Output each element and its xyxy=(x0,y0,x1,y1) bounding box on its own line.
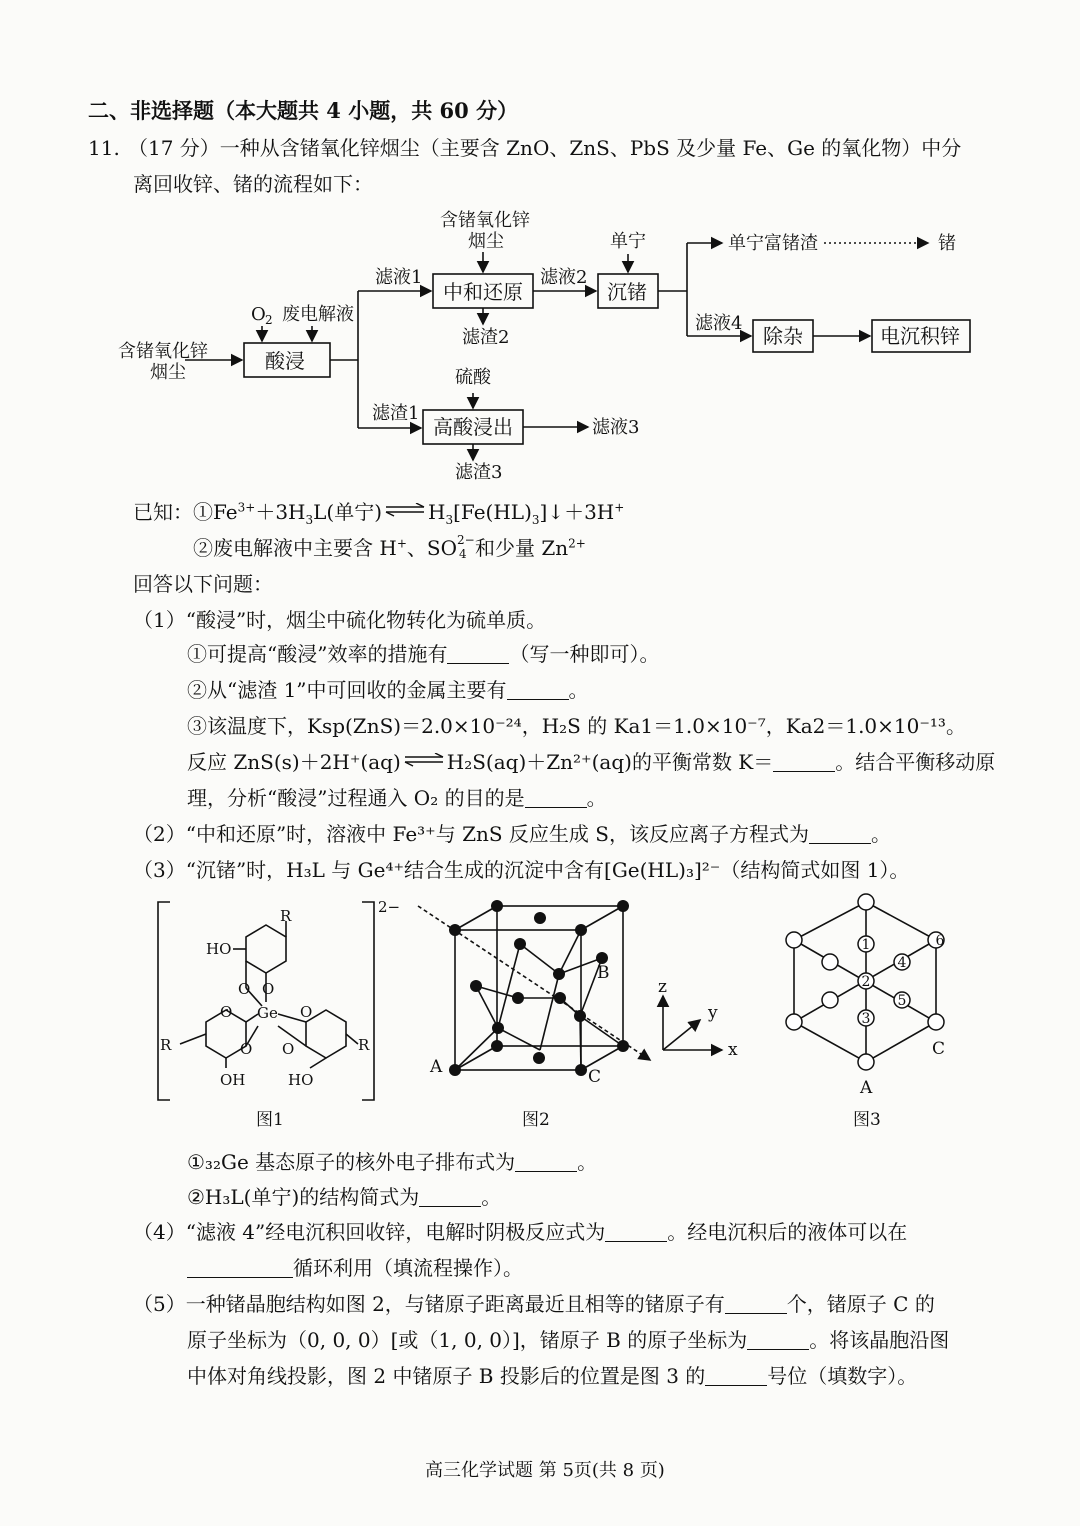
p1s1-text: ①可提高“酸浸”效率的措施有 xyxy=(187,642,448,666)
p4-text: 。经电沉积后的液体可以在 xyxy=(667,1220,908,1244)
answer-blank[interactable] xyxy=(187,1259,293,1278)
o2-subscript: 2 xyxy=(265,313,273,327)
part2 xyxy=(133,824,891,844)
part5-line3 xyxy=(187,1366,917,1386)
r-label: R xyxy=(280,907,292,925)
k2-part: 、SO xyxy=(406,536,457,560)
r-label: R xyxy=(160,1036,172,1054)
figure-2-unit-cell xyxy=(415,895,745,1135)
k1-part: [Fe(HL) xyxy=(453,500,532,524)
part1-head: （1）“酸浸”时，烟尘中硫化物转化为硫单质。 xyxy=(133,608,547,632)
equilibrium-arrow xyxy=(384,503,426,517)
position-4-label: 4 xyxy=(897,955,907,971)
process-flow-diagram xyxy=(110,200,990,490)
axis-y-label: y xyxy=(708,1003,718,1023)
feed2-label-b: 烟尘 xyxy=(468,231,504,252)
electrowin-label: 电沉积锌 xyxy=(880,324,960,348)
o-label: O xyxy=(240,1040,253,1058)
sulfuric-acid-label: 硫酸 xyxy=(455,367,491,388)
charge-label: 2− xyxy=(378,898,400,916)
figure-3-projection xyxy=(770,890,970,1135)
residue3-label: 滤渣3 xyxy=(455,462,503,483)
answer-blank[interactable] xyxy=(419,1188,481,1207)
r-label: R xyxy=(358,1036,370,1054)
k1-part: L(单宁) xyxy=(313,500,383,524)
question-number: 11. xyxy=(88,136,120,160)
filtrate3-label: 滤液3 xyxy=(592,417,640,438)
part1-sub4 xyxy=(187,752,995,772)
high-acid-leach-label: 高酸浸出 xyxy=(433,415,513,439)
answer-intro: 回答以下问题： xyxy=(133,572,273,596)
question-intro-line2: 离回收锌、锗的流程如下： xyxy=(133,172,373,196)
figure-2-caption: 图2 xyxy=(522,1110,550,1130)
k2-part: ②废电解液中主要含 H xyxy=(193,536,397,560)
tannin-ge-residue-label: 单宁富锗渣 xyxy=(728,233,818,254)
p5-text: 号位（填数字）。 xyxy=(767,1364,918,1388)
p1s1-text: （写一种即可）。 xyxy=(509,642,660,666)
ho-label: HO xyxy=(206,940,232,958)
position-5-label: 5 xyxy=(897,993,907,1009)
figure-3-caption: 图3 xyxy=(853,1110,881,1130)
point-c-label: C xyxy=(932,1039,946,1059)
k2-sup: 2− xyxy=(456,533,475,547)
axis-z-label: z xyxy=(658,977,667,997)
k1-part: ①Fe xyxy=(193,500,238,524)
part3-head: （3）“沉锗”时，H₃L 与 Ge⁴⁺结合生成的沉淀中含有[Ge(HL)₃]²⁻（结构简式如图 1）。 xyxy=(133,858,910,882)
p2-text: （2）“中和还原”时，溶液中 Fe³⁺与 ZnS 反应生成 S，该反应离子方程式为 xyxy=(133,822,809,846)
p1s2-text: 。 xyxy=(568,678,589,702)
p1s4-text: 反应 ZnS(s)＋2H⁺(aq) xyxy=(187,750,401,774)
p1s5-text: 理，分析“酸浸”过程通入 O₂ 的目的是 xyxy=(187,786,525,810)
feed-label-a: 含锗氧化锌 xyxy=(118,341,208,362)
acid-leach-label: 酸浸 xyxy=(265,349,305,373)
k1-part: ]↓＋3H xyxy=(539,500,615,524)
ge-label: Ge xyxy=(257,1004,278,1022)
k1-sub: 3 xyxy=(445,513,454,527)
answer-blank[interactable] xyxy=(525,789,587,808)
oh-label: OH xyxy=(220,1071,246,1089)
p5-text: 中体对角线投影，图 2 中锗原子 B 投影后的位置是图 3 的 xyxy=(187,1364,706,1388)
answer-blank[interactable] xyxy=(725,1295,787,1314)
k1-part: H xyxy=(428,500,446,524)
atom-b-label: B xyxy=(597,963,610,983)
germanium-label: 锗 xyxy=(938,233,956,254)
feed-label-b: 烟尘 xyxy=(150,362,186,383)
atom-c-label: C xyxy=(588,1067,602,1087)
o-label: O xyxy=(262,980,275,998)
part3-sub2 xyxy=(187,1187,501,1207)
part4-line2 xyxy=(187,1258,523,1278)
filtrate1-label: 滤液1 xyxy=(375,267,423,288)
k1-part: ＋3H xyxy=(255,500,306,524)
known-equation-1 xyxy=(133,500,625,527)
p3s1-text: 。 xyxy=(577,1150,598,1174)
k2-part: 和少量 Zn xyxy=(474,536,569,560)
part5-line2 xyxy=(187,1330,949,1350)
k1-sub: 3 xyxy=(531,513,540,527)
waste-electrolyte-label: 废电解液 xyxy=(282,304,354,325)
page-footer: 高三化学试题 第 5页(共 8 页) xyxy=(425,1460,665,1481)
part1-sub1 xyxy=(187,644,659,664)
p5-text: 原子坐标为（0, 0, 0）[或（1, 0, 0）]，锗原子 B 的原子坐标为 xyxy=(187,1328,748,1352)
p3s1-text: ①₃₂Ge 基态原子的核外电子排布式为 xyxy=(187,1150,516,1174)
question-intro-line1: （17 分）一种从含锗氧化锌烟尘（主要含 ZnO、ZnS、PbS 及少量 Fe、Ge 的氧化物）中分 xyxy=(128,136,962,160)
impurity-removal-label: 除杂 xyxy=(763,324,803,348)
p1s4-text: H₂S(aq)＋Zn²⁺(aq)的平衡常数 K＝ xyxy=(446,750,774,774)
answer-blank[interactable] xyxy=(447,645,509,664)
ho-label: HO xyxy=(288,1071,314,1089)
part4-line1 xyxy=(133,1222,907,1242)
answer-blank[interactable] xyxy=(809,825,871,844)
feed2-label-a: 含锗氧化锌 xyxy=(440,210,530,231)
part5-line1 xyxy=(133,1294,935,1314)
o-label: O xyxy=(220,1003,233,1021)
part1-sub3: ③该温度下，Ksp(ZnS)＝2.0×10⁻²⁴，H₂S 的 Ka1＝1.0×10⁻⁷，Ka2＝1.0×10⁻¹³。 xyxy=(187,714,966,738)
p4-text: 循环利用（填流程操作）。 xyxy=(293,1256,523,1280)
axis-x-label: x xyxy=(728,1040,738,1060)
answer-blank[interactable] xyxy=(747,1331,809,1350)
p1s4-text: 。结合平衡移动原 xyxy=(835,750,996,774)
figure-1-ge-complex xyxy=(150,895,400,1135)
section-title: 二、非选择题（本大题共 4 小题，共 60 分） xyxy=(88,98,519,123)
answer-blank[interactable] xyxy=(515,1153,577,1172)
part1-sub2 xyxy=(187,680,589,700)
p1s5-text: 。 xyxy=(586,786,607,810)
o-label: O xyxy=(300,1003,313,1021)
neutral-reduce-label: 中和还原 xyxy=(443,280,523,304)
k1-sup: + xyxy=(614,500,625,515)
atom-a-label: A xyxy=(430,1057,443,1077)
p4-text: （4）“滤液 4”经电沉积回收锌，电解时阴极反应式为 xyxy=(133,1220,606,1244)
p5-text: （5）一种锗晶胞结构如图 2，与锗原子距离最近且相等的锗原子有 xyxy=(133,1292,725,1316)
ge-precip-label: 沉锗 xyxy=(607,280,647,304)
tannin-label: 单宁 xyxy=(610,231,646,252)
figure-1-caption: 图1 xyxy=(256,1110,284,1130)
p3s2-text: 。 xyxy=(481,1185,502,1209)
answer-blank[interactable] xyxy=(773,753,835,772)
point-a-label: A xyxy=(860,1078,873,1098)
position-6-label: 6 xyxy=(935,933,945,949)
p5-text: 。将该晶胞沿图 xyxy=(809,1328,950,1352)
k2-sup: + xyxy=(396,536,407,551)
filtrate4-label: 滤液4 xyxy=(695,313,743,334)
o-label: O xyxy=(282,1040,295,1058)
o-label: O xyxy=(238,980,251,998)
answer-blank[interactable] xyxy=(507,681,569,700)
p5-text: 个，锗原子 C 的 xyxy=(786,1292,935,1316)
o2-label: O xyxy=(251,304,266,325)
p1s2-text: ②从“滤渣 1”中可回收的金属主要有 xyxy=(187,678,507,702)
k1-sup: 3+ xyxy=(237,500,256,515)
k2-sub: 4 xyxy=(458,547,467,561)
known-label: 已知： xyxy=(133,500,193,524)
k2-sup: 2+ xyxy=(568,536,586,551)
answer-blank[interactable] xyxy=(605,1223,667,1242)
p3s2-text: ②H₃L(单宁)的结构简式为 xyxy=(187,1185,420,1209)
p2-text: 。 xyxy=(870,822,891,846)
position-3-label: 3 xyxy=(861,1011,871,1027)
residue1-label: 滤渣1 xyxy=(372,403,420,424)
equilibrium-arrow xyxy=(403,753,445,767)
answer-blank[interactable] xyxy=(705,1367,767,1386)
k1-sub: 3 xyxy=(305,513,314,527)
part3-sub1 xyxy=(187,1152,597,1172)
position-1-label: 1 xyxy=(861,937,871,953)
filtrate2-label: 滤液2 xyxy=(540,267,588,288)
part1-sub5 xyxy=(187,788,607,808)
position-2-label: 2 xyxy=(861,974,871,990)
known-item-2 xyxy=(193,533,586,561)
residue2-label: 滤渣2 xyxy=(462,327,510,348)
